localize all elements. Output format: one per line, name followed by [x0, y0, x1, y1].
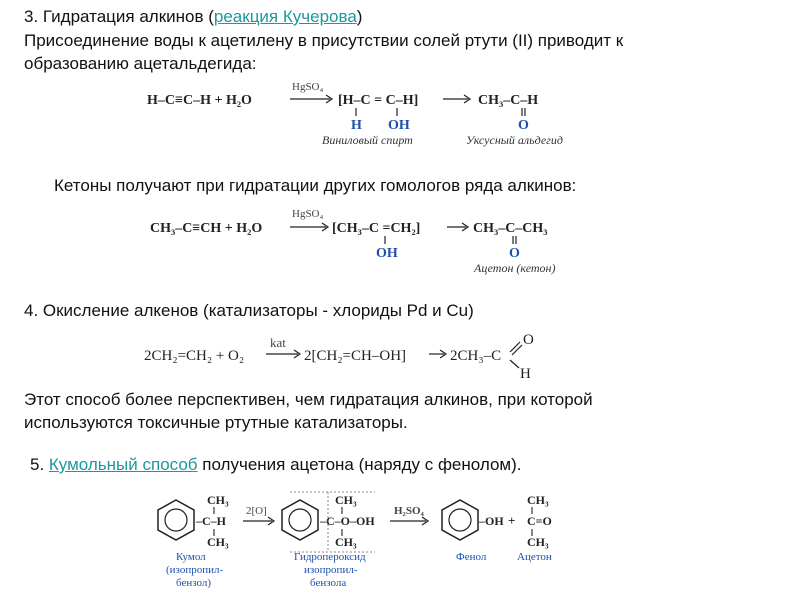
bond-line — [512, 345, 522, 355]
heading-text-end: ) — [356, 7, 363, 26]
cumene-ch3-bottom: CH₃ — [207, 535, 229, 549]
benzene-ring-icon — [442, 500, 478, 540]
reaction-2-intermediate: [CH₃–C =CH₂] — [332, 221, 421, 236]
reaction-1-intermediate-oh: OH — [388, 118, 410, 133]
reaction-3-diagram — [0, 330, 800, 382]
reaction-1-product-o: O — [518, 118, 529, 133]
perspective-line-2: используются токсичные ртутные катализаторы. — [24, 413, 408, 432]
hydro-ch3-top: CH₃ — [335, 493, 357, 507]
ketones-text: Кетоны получают при гидратации других гомологов ряда алкинов: — [54, 176, 577, 195]
reaction-2-product: CH₃–C–CH₃ — [473, 221, 548, 236]
caption-phenol: Фенол — [456, 551, 487, 563]
cumene-center: –C–H — [196, 514, 226, 528]
acetone-center: C=O — [527, 514, 552, 528]
section-3-heading — [24, 6, 362, 28]
section-3-line-2: Присоединение воды к ацетилену в присутствии солей ртути (II) приводит к — [24, 31, 624, 50]
cumene-process-link[interactable]: Кумольный способ — [48, 455, 198, 474]
section-4-heading: 4. Окисление алкенов (катализаторы - хлориды Pd и Cu) — [24, 301, 474, 320]
hydro-center: –C–O–OH — [320, 514, 375, 528]
caption-hydroperoxide-2: изопропил- — [304, 564, 358, 576]
heading-text: 3. Гидратация алкинов ( — [24, 7, 214, 26]
caption-cumene-3: бензол) — [176, 577, 212, 589]
section-5-text: получения ацетона (наряду с фенолом). — [197, 455, 522, 474]
reaction-2-intermediate-oh: OH — [376, 246, 398, 261]
perspective-line-1: Этот способ более перспективен, чем гидратация алкинов, при которой — [24, 390, 593, 409]
hydro-ch3-bottom: CH₃ — [335, 535, 357, 549]
reaction-3-catalyst: kat — [270, 335, 286, 350]
reaction-3-reactants: 2CH₂=CH₂ + O₂ — [144, 348, 245, 364]
reaction-3-intermediate: 2[CH₂=CH–OH] — [304, 348, 407, 364]
benzene-ring-icon — [158, 500, 194, 540]
caption-acetaldehyde: Уксусный альдегид — [466, 133, 563, 147]
benzene-ring-icon — [282, 500, 318, 540]
step-1-reagent: 2[O] — [246, 505, 267, 517]
reaction-2-diagram — [0, 202, 800, 276]
acetone-ch3-bottom: CH₃ — [527, 535, 549, 549]
reaction-1-reactants: H–C≡C–H + H₂O — [147, 93, 252, 108]
reaction-1-intermediate: [H–C = C–H] — [338, 93, 419, 108]
caption-hydroperoxide-3: бензола — [310, 577, 347, 589]
section-3-line-3: образованию ацетальдегида: — [24, 54, 257, 73]
reaction-2-catalyst: HgSO₄ — [292, 208, 324, 220]
reaction-2-reactants: CH₃–C≡CH + H₂O — [150, 221, 263, 236]
phenol-oh: –OH — [479, 514, 504, 528]
reaction-1-intermediate-h: H — [351, 118, 362, 133]
reaction-3-product-h: H — [520, 366, 531, 382]
caption-acetone-ketone: Ацетон (кетон) — [474, 261, 556, 275]
caption-vinyl-alcohol: Виниловый спирт — [322, 133, 413, 147]
reaction-1-product: CH₃–C–H — [478, 93, 539, 108]
reaction-1-diagram — [0, 78, 800, 150]
kucherov-reaction-link[interactable]: реакция Кучерова — [213, 7, 357, 26]
caption-hydroperoxide-1: Гидропероксид — [294, 551, 366, 563]
section-5-heading — [30, 454, 522, 476]
acetone-ch3-top: CH₃ — [527, 493, 549, 507]
caption-cumene-1: Кумол — [176, 551, 206, 563]
caption-cumene-2: (изопропил- — [166, 564, 224, 576]
reaction-1-catalyst: HgSO₄ — [292, 81, 324, 93]
step-2-reagent: H₂SO₄ — [394, 505, 424, 517]
reaction-4-diagram — [0, 484, 800, 598]
plus-sign: + — [508, 513, 516, 528]
cumene-ch3-top: CH₃ — [207, 493, 229, 507]
section-5-number: 5. — [30, 455, 49, 474]
bond-line — [510, 360, 519, 368]
caption-acetone: Ацетон — [517, 551, 552, 563]
reaction-2-product-o: O — [509, 246, 520, 261]
bond-line — [510, 342, 520, 352]
reaction-3-product: 2CH₃–C — [450, 348, 502, 364]
reaction-3-product-o: O — [523, 332, 534, 348]
